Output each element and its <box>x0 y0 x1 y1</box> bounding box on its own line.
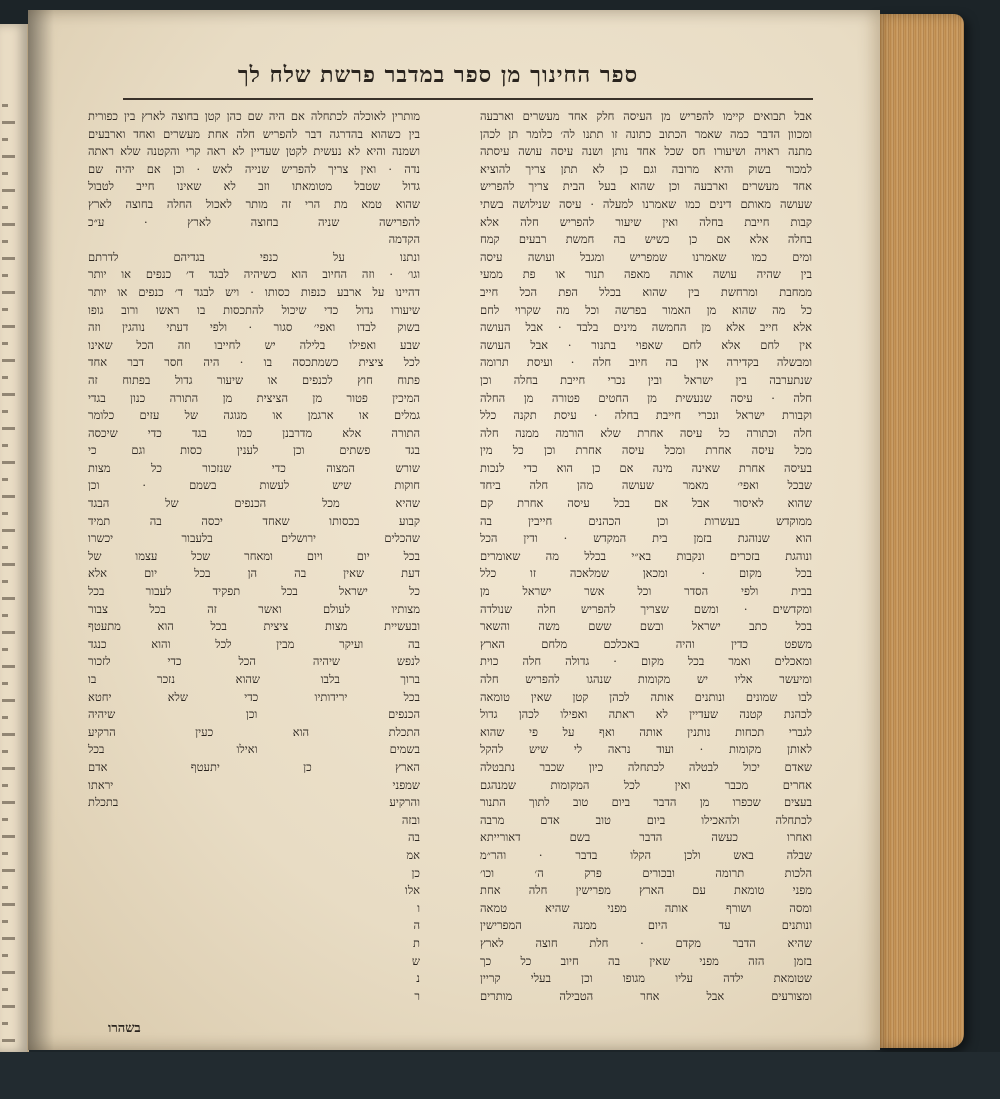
facing-page-text-stroke <box>2 988 8 991</box>
text-line: והרקיע בתכלת <box>88 795 420 810</box>
text-line: התכלת הוא כעין הרקיע <box>88 724 420 739</box>
text-line: מפני טומאת עם הארץ מפרישין חלה אחת <box>480 883 812 898</box>
text-line: מותרין לאוכלה לכתחלה אם היה שם כהן קטן בחוצה לארץ בין כפורית <box>88 109 420 123</box>
text-line: ש <box>411 953 420 968</box>
facing-page-text-stroke <box>2 478 8 481</box>
text-line: חוקות שיש לעשות בשמם · וכן <box>88 478 420 493</box>
text-line: שאדם יכול לבטלה לכתחלה כיון שכבר נתבטלה <box>480 759 812 774</box>
facing-page-text-stroke <box>2 580 8 583</box>
text-line: בין כשהוא בהדרגה דבר להפריש חלה אחת מעשרים ואחד וארבעים <box>88 126 420 141</box>
text-line: להפרישה שניה בחוצה לארץ · ע״כ <box>88 214 420 229</box>
text-line: אחרים מכבר ואין לכל המקומות שמנהגם <box>480 777 812 792</box>
running-head: ספר החינוך מן ספר במדבר פרשת שלח לך <box>237 62 639 88</box>
text-line: משפט כדין והיה באכלכם מלחם הארץ <box>480 636 812 651</box>
text-line: בזמן הזה מפני שאין בה חיוב כל כך <box>480 953 812 968</box>
text-line: שמפני יראתו <box>88 777 420 792</box>
text-line: שנתערבה בין ישראל ובין נכרי חייבת בחלה וכן <box>480 372 812 387</box>
text-line: אבל תבואים קיימו להפריש מן העיסה חלק אחד מעשרים וארבעה <box>480 109 812 123</box>
facing-page-text-stroke <box>2 801 15 804</box>
text-line: קבוע בכסותו שאחד יכסה בה תמיד <box>88 513 420 528</box>
facing-page-text-stroke <box>2 665 15 668</box>
text-column-left <box>88 108 420 1005</box>
facing-page-text-stroke <box>2 461 15 464</box>
facing-page-text-stroke <box>2 614 8 617</box>
text-column-right <box>480 108 812 1005</box>
facing-page-text-stroke <box>2 155 15 158</box>
text-line: פתוח חוץ לכנפים או שיעור גדול בפתוח זה <box>88 372 420 387</box>
text-line: בכל כתב ישראל ובשם ששם משה והשאר <box>480 619 812 634</box>
text-line: ה <box>413 918 420 933</box>
text-line: כן <box>411 865 420 880</box>
text-line: הלכות תרומה ובכורים פרק ה׳ וכו׳ <box>480 865 812 880</box>
text-line: מצותיו לעולם ואשר זה בכל צבור <box>88 601 420 616</box>
facing-page-text-stroke <box>2 835 15 838</box>
text-line: ומקדשים · ומשם שצריך להפריש חלה שנולדה <box>480 601 812 616</box>
text-line: שבכל ואפי׳ מאמר שעושה מהן חלה ביחד <box>480 478 812 493</box>
text-line: דעת שאין בה הן בכל יום אלא <box>88 566 420 581</box>
facing-page-edge <box>0 24 29 1052</box>
text-line: ו <box>417 900 420 915</box>
text-line: בה <box>407 830 420 845</box>
book-page-edges <box>874 14 964 1048</box>
text-line: ואחרו כעשה הדבר בשם דאורייתא <box>480 830 812 845</box>
facing-page-text-stroke <box>2 427 15 430</box>
text-line: אלו <box>404 883 420 898</box>
facing-page-text-stroke <box>2 512 8 515</box>
text-line: אין לחם אלא לחם שאפוי בתנור · אבל העושה <box>480 337 812 352</box>
facing-page-text-stroke <box>2 410 8 413</box>
facing-page-text-stroke <box>2 121 15 124</box>
text-line: הוא שנוהגת בזמן בית המקדש · ודין הכל <box>480 531 812 546</box>
text-line: שהיא הדבר מקדם · חלת חוצה לארץ <box>480 935 812 950</box>
text-line: לכל ציצית כשמתכסה בו · היה חסר דבר אחד <box>88 355 420 370</box>
text-line: לכתחלה ולהאכילו ביום טוב אדם מרבה <box>480 812 812 827</box>
text-line: מכל עיסה אחרת ומכל עיסה אחרת וכן כל מין <box>480 443 812 458</box>
facing-page-text-stroke <box>2 699 15 702</box>
text-line: לכהנת קטנה שעדיין לא ראתה ואפילו לכהן גדול <box>480 707 812 722</box>
facing-page-text-stroke <box>2 954 8 957</box>
facing-page-text-stroke <box>2 903 15 906</box>
text-line: גדול שטבל מטומאתו וזב לא שאינו חייב לטבול <box>88 179 420 194</box>
text-line: ומצורעים אבל אחר הטבילה מותרים <box>480 988 812 1003</box>
text-line: גמלים או ארגמן או מגוגה של עזים כלומר <box>88 408 420 423</box>
text-line: הכנפים וכן שיהיה <box>88 707 420 722</box>
facing-page-text-stroke <box>2 359 15 362</box>
text-line: ממוקדש בעשרות וכן הכהנים חייבין בה <box>480 513 812 528</box>
text-line: לנפש שיהיה הכל כדי לזכור <box>88 654 420 669</box>
text-line: ומים כמו שאמרנו שמפריש ומגבל ועושה עיסה <box>480 249 812 264</box>
text-line: כל ישראל בכל תפקיד לעבור בכל <box>88 584 420 599</box>
text-line: שהוא טמא מת הרי זה מותר לאכול החלה בחוצה לארץ <box>88 196 420 211</box>
facing-page-text-stroke <box>2 682 8 685</box>
text-line: בעיסה אחרת שאינה מינה אם כן הוא כדי לנכות <box>480 460 812 475</box>
facing-page-text-stroke <box>2 971 15 974</box>
text-line: אחד מעשרים וארבעה וכן שהוא בעל הבית צריך להפריש <box>480 179 812 194</box>
facing-page-text-stroke <box>2 325 15 328</box>
text-line: לאותן מקומות · ועוד נראה לי שיש להקל <box>480 742 812 757</box>
facing-page-text-stroke <box>2 597 15 600</box>
text-line: למכור בשוק והיא מרובה וגם כן לא תתן צריך להוציא <box>480 161 812 176</box>
text-line: חלה וכתורה כל עיסה אחרת שלא הורמה ממנה חלה <box>480 425 812 440</box>
text-line: שהכלים ירושלים בלעבור יכשרו <box>88 531 420 546</box>
text-line: חלה · עיסה שנעשית מן החטים פטורה מן החלה <box>480 390 812 405</box>
facing-page-text-stroke <box>2 206 8 209</box>
facing-page-text-stroke <box>2 393 15 396</box>
facing-page-text-stroke <box>2 784 8 787</box>
text-line: המיכין פטור מן הציצית מן התורה כנון בגדי <box>88 390 420 405</box>
text-line: בין שהיה עושה אותה מאפה תנור או פת ממעי <box>480 267 812 282</box>
text-line: בבית ולפי הסדר וכל אשר ישראל מן <box>480 584 812 599</box>
facing-page-text-stroke <box>2 1039 15 1042</box>
text-line: בה ועיקר מבין לכל והוא כנגד <box>88 636 420 651</box>
text-line: שבע ואפילו בלילה יש לחייבו וזה הכל שאינו <box>88 337 420 352</box>
facing-page-text-stroke <box>2 291 15 294</box>
text-line: ובזה <box>401 812 420 827</box>
text-line: ומכוון הדבר כמה שאמר הכתוב כתונה זו תתנו לה׳ כלומר תן לכהן <box>480 126 812 141</box>
text-line: לגברי תכחות נותנין אותה ואף על פי שהוא <box>480 724 812 739</box>
text-line: נדה · ואין צריך להפריש שנייה לאש · וכן אם יהיה שם <box>88 161 420 176</box>
text-line: בשמים ואילו בכל <box>88 742 420 757</box>
text-line: לבו שמונים ונותנים אותה לכהן קטן שאין טומאה <box>480 689 812 704</box>
facing-page-text-stroke <box>2 733 15 736</box>
header-rule <box>123 98 813 100</box>
facing-page-text-stroke <box>2 342 8 345</box>
text-line: נ <box>416 971 420 986</box>
text-line: ומאכלים ואמר בכל מקום · גדולה חלה כוית <box>480 654 812 669</box>
book-page <box>28 10 880 1050</box>
text-line: וגו׳ · וזה החיוב הוא כשיהיה לבגד ד׳ כנפים או יותר <box>88 267 420 282</box>
text-line: כל מה שהוא מן האמור בפרשה וכל מה שקרוי לחם <box>480 302 812 317</box>
facing-page-text-stroke <box>2 546 8 549</box>
facing-page-text-stroke <box>2 444 8 447</box>
text-line: ברוך בלבו שהוא נזכר בו <box>88 672 420 686</box>
facing-page-text-stroke <box>2 376 8 379</box>
text-line: ונוהגת בזכרים ונקבות בא״י בכלל מה שאומרים <box>480 548 812 563</box>
facing-page-text-stroke <box>2 648 8 651</box>
facing-page-text-stroke <box>2 886 8 889</box>
text-line: דהיינו על ארבע כנפות כסותו · ויש לבגד ד׳ כנפים או יותר <box>88 284 420 299</box>
text-line: שיעורו גדול כדי שיכול להתכסות בו ראשו ורוב גופו <box>88 302 420 317</box>
text-line: התורה אלא מדרבנן כמו בגד כדי שיכסה <box>88 425 420 440</box>
text-line: ובעשיית מצות ציצית בכל הוא מתעטף <box>88 619 420 634</box>
facing-page-text-stroke <box>2 1022 8 1025</box>
text-line: ושמנה והיא לא נעשית לקטן שעדיין לא ראה קרי והקטנה שלא ראתה <box>88 144 420 159</box>
facing-page-text-stroke <box>2 563 15 566</box>
text-line: שהוא לאיסור אבל אם בכל עיסה אחרת קם <box>480 496 812 511</box>
text-line: ממחבת ומרחשת בין שהוא בכלל הפת הכל חייב <box>480 284 812 299</box>
text-line: בכל מקום · ומכאן שמלאכה זו כלל <box>480 566 812 581</box>
facing-page-text-stroke <box>2 529 15 532</box>
text-line: קבות חייבת בחלה ואין שיעור להפריש חלה אלא <box>480 214 812 229</box>
text-line: שטומאת ילדה עליו מגופו וכן בעלי קריין <box>480 971 812 986</box>
facing-page-text-stroke <box>2 869 15 872</box>
facing-page-text-stroke <box>2 172 8 175</box>
facing-page-text-stroke <box>2 189 15 192</box>
facing-page-text-stroke <box>2 631 15 634</box>
text-line: בחלה אלא אם כן כשיש בה חמשת רבעים קמח <box>480 232 812 247</box>
text-line: מתנה ראויה ושיעורו חס שכל אחד נותן ושנה עיסה עושה עיסתה <box>480 144 812 159</box>
facing-page-text-stroke <box>2 818 8 821</box>
facing-page-text-stroke <box>2 767 15 770</box>
text-line: ונתנו על כנפי בגדיהם לדרתם <box>88 249 420 264</box>
facing-page-text-stroke <box>2 104 8 107</box>
facing-page-text-stroke <box>2 937 15 940</box>
text-line: בגד פשתים וכן לענין כסות וגם כי <box>88 443 420 458</box>
text-line: שורש המצוה כדי שנזכור כל מצות <box>88 460 420 475</box>
facing-page-text-stroke <box>2 274 8 277</box>
text-line: שעושה מאותם דינים כמו שאמרנו למעלה · עיסה שנילושה בשתי <box>480 196 812 211</box>
text-line: בשוק לבדו ואפי׳ סגור · ולפי דעתי נוהגין וזה <box>88 320 420 335</box>
text-line: בעצים שכפרו מן הדבר ביום טוב לתוך התנור <box>480 795 812 810</box>
text-line: הארץ כן יתעטף אדם <box>88 759 420 774</box>
text-line: שהיא מכל הכנפים של הבגד <box>88 496 420 511</box>
text-line: ומיעשר אליו יש מקומות שנהגו להפריש חלה <box>480 672 812 686</box>
text-line: בכל ירידותיו כדי שלא יחטא <box>88 689 420 704</box>
text-line: בכל יום ויום ומאחר שכל עצמו של <box>88 548 420 563</box>
text-line: אמ <box>406 847 420 862</box>
facing-page-text-stroke <box>2 716 8 719</box>
facing-page-text-stroke <box>2 257 15 260</box>
text-line: הקדמה <box>388 232 420 247</box>
facing-page-text-stroke <box>2 495 15 498</box>
facing-page-text-stroke <box>2 852 8 855</box>
text-line: שבלה באש ולכן הקלו בדבר · והר״מ <box>480 847 812 862</box>
facing-page-text-stroke <box>2 240 8 243</box>
text-line: ת <box>413 935 420 950</box>
text-line: ר <box>414 988 420 1003</box>
text-line: וקבורת ישראל ונכרי חייבת בחלה · עיסת תקנה כלל <box>480 408 812 423</box>
catchword: בשהרו <box>108 1021 141 1036</box>
text-line: ומסה ושורף אותה מפני שהיא טמאה <box>480 900 812 915</box>
facing-page-text-stroke <box>2 308 8 311</box>
facing-page-text-stroke <box>2 223 15 226</box>
background-strip <box>0 1052 1000 1099</box>
text-line: ונותנים עד היום ממנה המפרישין <box>480 918 812 933</box>
facing-page-text-stroke <box>2 750 8 753</box>
gutter-shadow <box>28 10 54 1050</box>
facing-page-text-stroke <box>2 138 8 141</box>
facing-page-text-stroke <box>2 1005 15 1008</box>
facing-page-text-stroke <box>2 920 8 923</box>
text-line: ומבשלה בקדירה אין בה חיוב חלה · ועיסת תרומה <box>480 355 812 370</box>
text-line: אלא חייב אלא מן החמשה מינים בלבד · אבל העושה <box>480 320 812 335</box>
